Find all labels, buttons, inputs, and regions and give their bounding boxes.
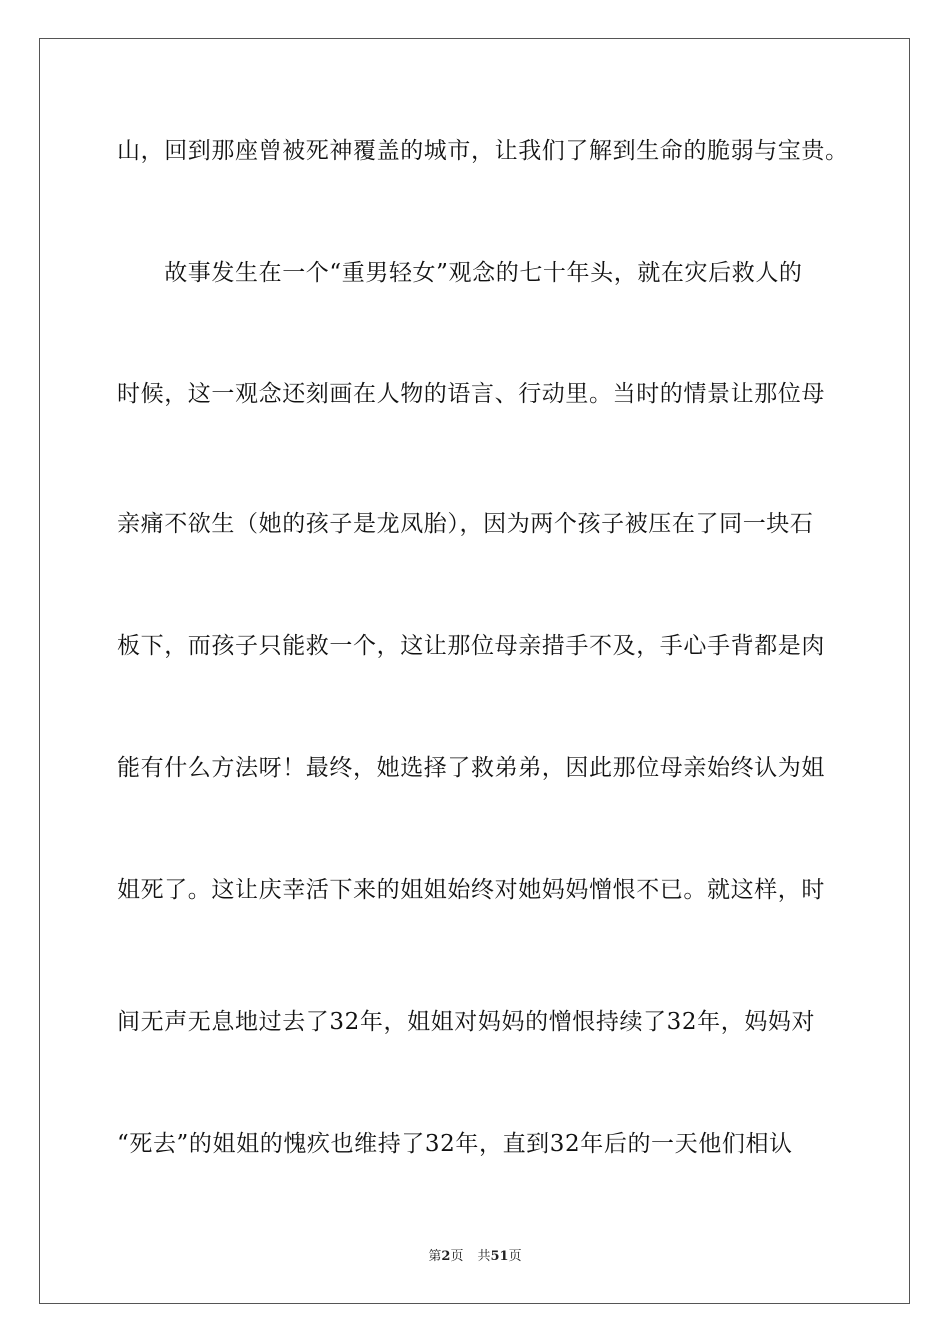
page-unit: 页 — [450, 1249, 464, 1264]
text-line-5: 板下，而孩子只能救一个，这让那位母亲措手不及，手心手背都是肉 — [117, 633, 825, 659]
text-line-1: 山，回到那座曾被死神覆盖的城市，让我们了解到生命的脆弱与宝贵。 — [117, 138, 849, 164]
current-page-number: 2 — [441, 1249, 451, 1264]
text-line-3: 时候，这一观念还刻画在人物的语言、行动里。当时的情景让那位母 — [117, 381, 825, 407]
text-line-6: 能有什么方法呀！最终，她选择了救弟弟，因此那位母亲始终认为姐 — [117, 755, 825, 781]
total-prefix: 共 — [477, 1249, 491, 1264]
page-border — [39, 38, 910, 1304]
text-line-4: 亲痛不欲生（她的孩子是龙凤胎），因为两个孩子被压在了同一块石 — [117, 511, 814, 537]
page-prefix: 第 — [428, 1249, 442, 1264]
total-page-count: 51 — [490, 1249, 509, 1264]
total-unit: 页 — [508, 1249, 522, 1264]
text-line-7: 姐死了。这让庆幸活下来的姐姐始终对她妈妈憎恨不已。就这样，时 — [117, 877, 825, 903]
text-line-2: 故事发生在一个“重男轻女”观念的七十年头，就在灾后救人的 — [117, 260, 803, 286]
text-line-9: “死去”的姐姐的愧疚也维持了32年，直到32年后的一天他们相认 — [117, 1131, 793, 1157]
page-footer — [0, 1248, 950, 1266]
text-line-8: 间无声无息地过去了32年，姐姐对妈妈的憎恨持续了32年，妈妈对 — [117, 1009, 816, 1035]
